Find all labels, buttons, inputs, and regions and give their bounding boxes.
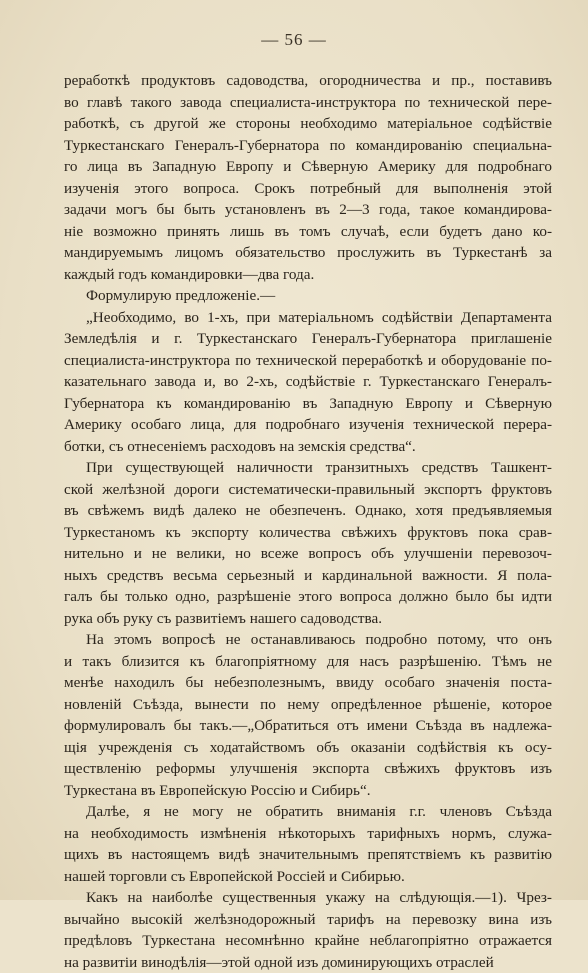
text-line: нашей торговли съ Европейской Россіей и Сибирью. bbox=[64, 866, 552, 888]
text-line: изученія этого вопроса. Срокъ потребный для выполненія этой bbox=[64, 178, 552, 200]
text-line: ской желѣзной дороги систематически-правильный экспортъ фруктовъ bbox=[64, 479, 552, 501]
text-line: нительно и не велики, но всеже вопросъ объ улучшеніи перевозоч- bbox=[64, 543, 552, 565]
text-line: специалиста-инструктора по технической переработкѣ и оборудованіе по- bbox=[64, 350, 552, 372]
text-line: во главѣ такого завода специалиста-инструктора по технической пере- bbox=[64, 92, 552, 114]
text-line: на развитіи винодѣлія—этой одной изъ доминирующихъ отраслей bbox=[64, 952, 552, 973]
paragraph bbox=[64, 801, 552, 887]
text-line: въ свѣжемъ видѣ далеко не обезпеченъ. Однако, хотя предъявляемыя bbox=[64, 500, 552, 522]
text-line: Туркестана въ Европейскую Россію и Сибирь“. bbox=[64, 780, 552, 802]
paragraph bbox=[64, 285, 552, 307]
text-line: Губернатора къ командированію въ Западную Европу и Сѣверную bbox=[64, 393, 552, 415]
text-line: На этомъ вопросѣ не останавливаюсь подробно потому, что онъ bbox=[64, 629, 552, 651]
text-line: ществленію реформы улучшенія экспорта свѣжихъ фруктовъ изъ bbox=[64, 758, 552, 780]
text-line: задачи могъ бы быть установленъ въ 2—3 года, такое командирова- bbox=[64, 199, 552, 221]
page-number: — 56 — bbox=[0, 30, 588, 50]
text-line: Туркестаномъ къ экспорту количества свѣжихъ фруктовъ пока срав- bbox=[64, 522, 552, 544]
text-line: щихъ въ настоящемъ видѣ значительнымъ препятствіемъ къ развитію bbox=[64, 844, 552, 866]
text-line: формулировалъ бы такъ.—„Обратиться отъ имени Съѣзда въ надлежа- bbox=[64, 715, 552, 737]
text-line: на необходимость измѣненія нѣкоторыхъ тарифныхъ нормъ, служа- bbox=[64, 823, 552, 845]
text-line: Земледѣлія и г. Туркестанскаго Генералъ-Губернатора приглашеніе bbox=[64, 328, 552, 350]
paragraph bbox=[64, 70, 552, 285]
text-line: каждый годъ командировки—два года. bbox=[64, 264, 552, 286]
paragraph bbox=[64, 629, 552, 801]
paragraph bbox=[64, 457, 552, 629]
text-line: мандируемымъ лицомъ обязательство прослужить въ Туркестанѣ за bbox=[64, 242, 552, 264]
text-line: ныхъ средствъ весьма серьезный и кардинальной важности. Я пола- bbox=[64, 565, 552, 587]
text-line: ніе возможно принять лишь въ томъ случаѣ, если будетъ дано ко- bbox=[64, 221, 552, 243]
text-line: При существующей наличности транзитныхъ средствъ Ташкент- bbox=[64, 457, 552, 479]
text-line: ботки, съ отнесеніемъ расходовъ на земскія средства“. bbox=[64, 436, 552, 458]
text-line: Формулирую предложеніе.— bbox=[64, 285, 552, 307]
body-text bbox=[64, 70, 552, 973]
text-line: вычайно высокій желѣзнодорожный тарифъ на перевозку вина изъ bbox=[64, 909, 552, 931]
text-line: Америку особаго лица, для подробнаго изученія технической перера- bbox=[64, 414, 552, 436]
text-line: Туркестанскаго Генералъ-Губернатора по командированію специальна- bbox=[64, 135, 552, 157]
text-line: менѣе находилъ бы небезполезнымъ, ввиду особаго значенія поста- bbox=[64, 672, 552, 694]
text-line: предѣловъ Туркестана несомнѣнно крайне неблагопріятно отражается bbox=[64, 930, 552, 952]
text-line: галъ бы только одно, разрѣшеніе этого вопроса должно было бы идти bbox=[64, 586, 552, 608]
text-line: реработкѣ продуктовъ садоводства, огородничества и пр., поставивъ bbox=[64, 70, 552, 92]
paragraph bbox=[64, 307, 552, 458]
text-line: щія учрежденія съ ходатайствомъ объ оказаніи содѣйствія къ осу- bbox=[64, 737, 552, 759]
text-line: новленій Съѣзда, вынести по нему опредѣленное рѣшеніе, которое bbox=[64, 694, 552, 716]
text-line: казательнаго завода и, во 2-хъ, содѣйствіе г. Туркестанскаго Генералъ- bbox=[64, 371, 552, 393]
text-line: го лица въ Западную Европу и Сѣверную Америку для подробнаго bbox=[64, 156, 552, 178]
text-line: Далѣе, я не могу не обратить вниманія г.г. членовъ Съѣзда bbox=[64, 801, 552, 823]
text-line: работкѣ, съ другой же стороны необходимо матеріальное содѣйствіе bbox=[64, 113, 552, 135]
text-line: Какъ на наиболѣе существенныя укажу на слѣдующія.—1). Чрез- bbox=[64, 887, 552, 909]
text-line: „Необходимо, во 1-хъ, при матеріальномъ содѣйствіи Департамента bbox=[64, 307, 552, 329]
text-line: и такъ близится къ благопріятному для насъ разрѣшенію. Тѣмъ не bbox=[64, 651, 552, 673]
text-line: рука объ руку съ развитіемъ нашего садоводства. bbox=[64, 608, 552, 630]
